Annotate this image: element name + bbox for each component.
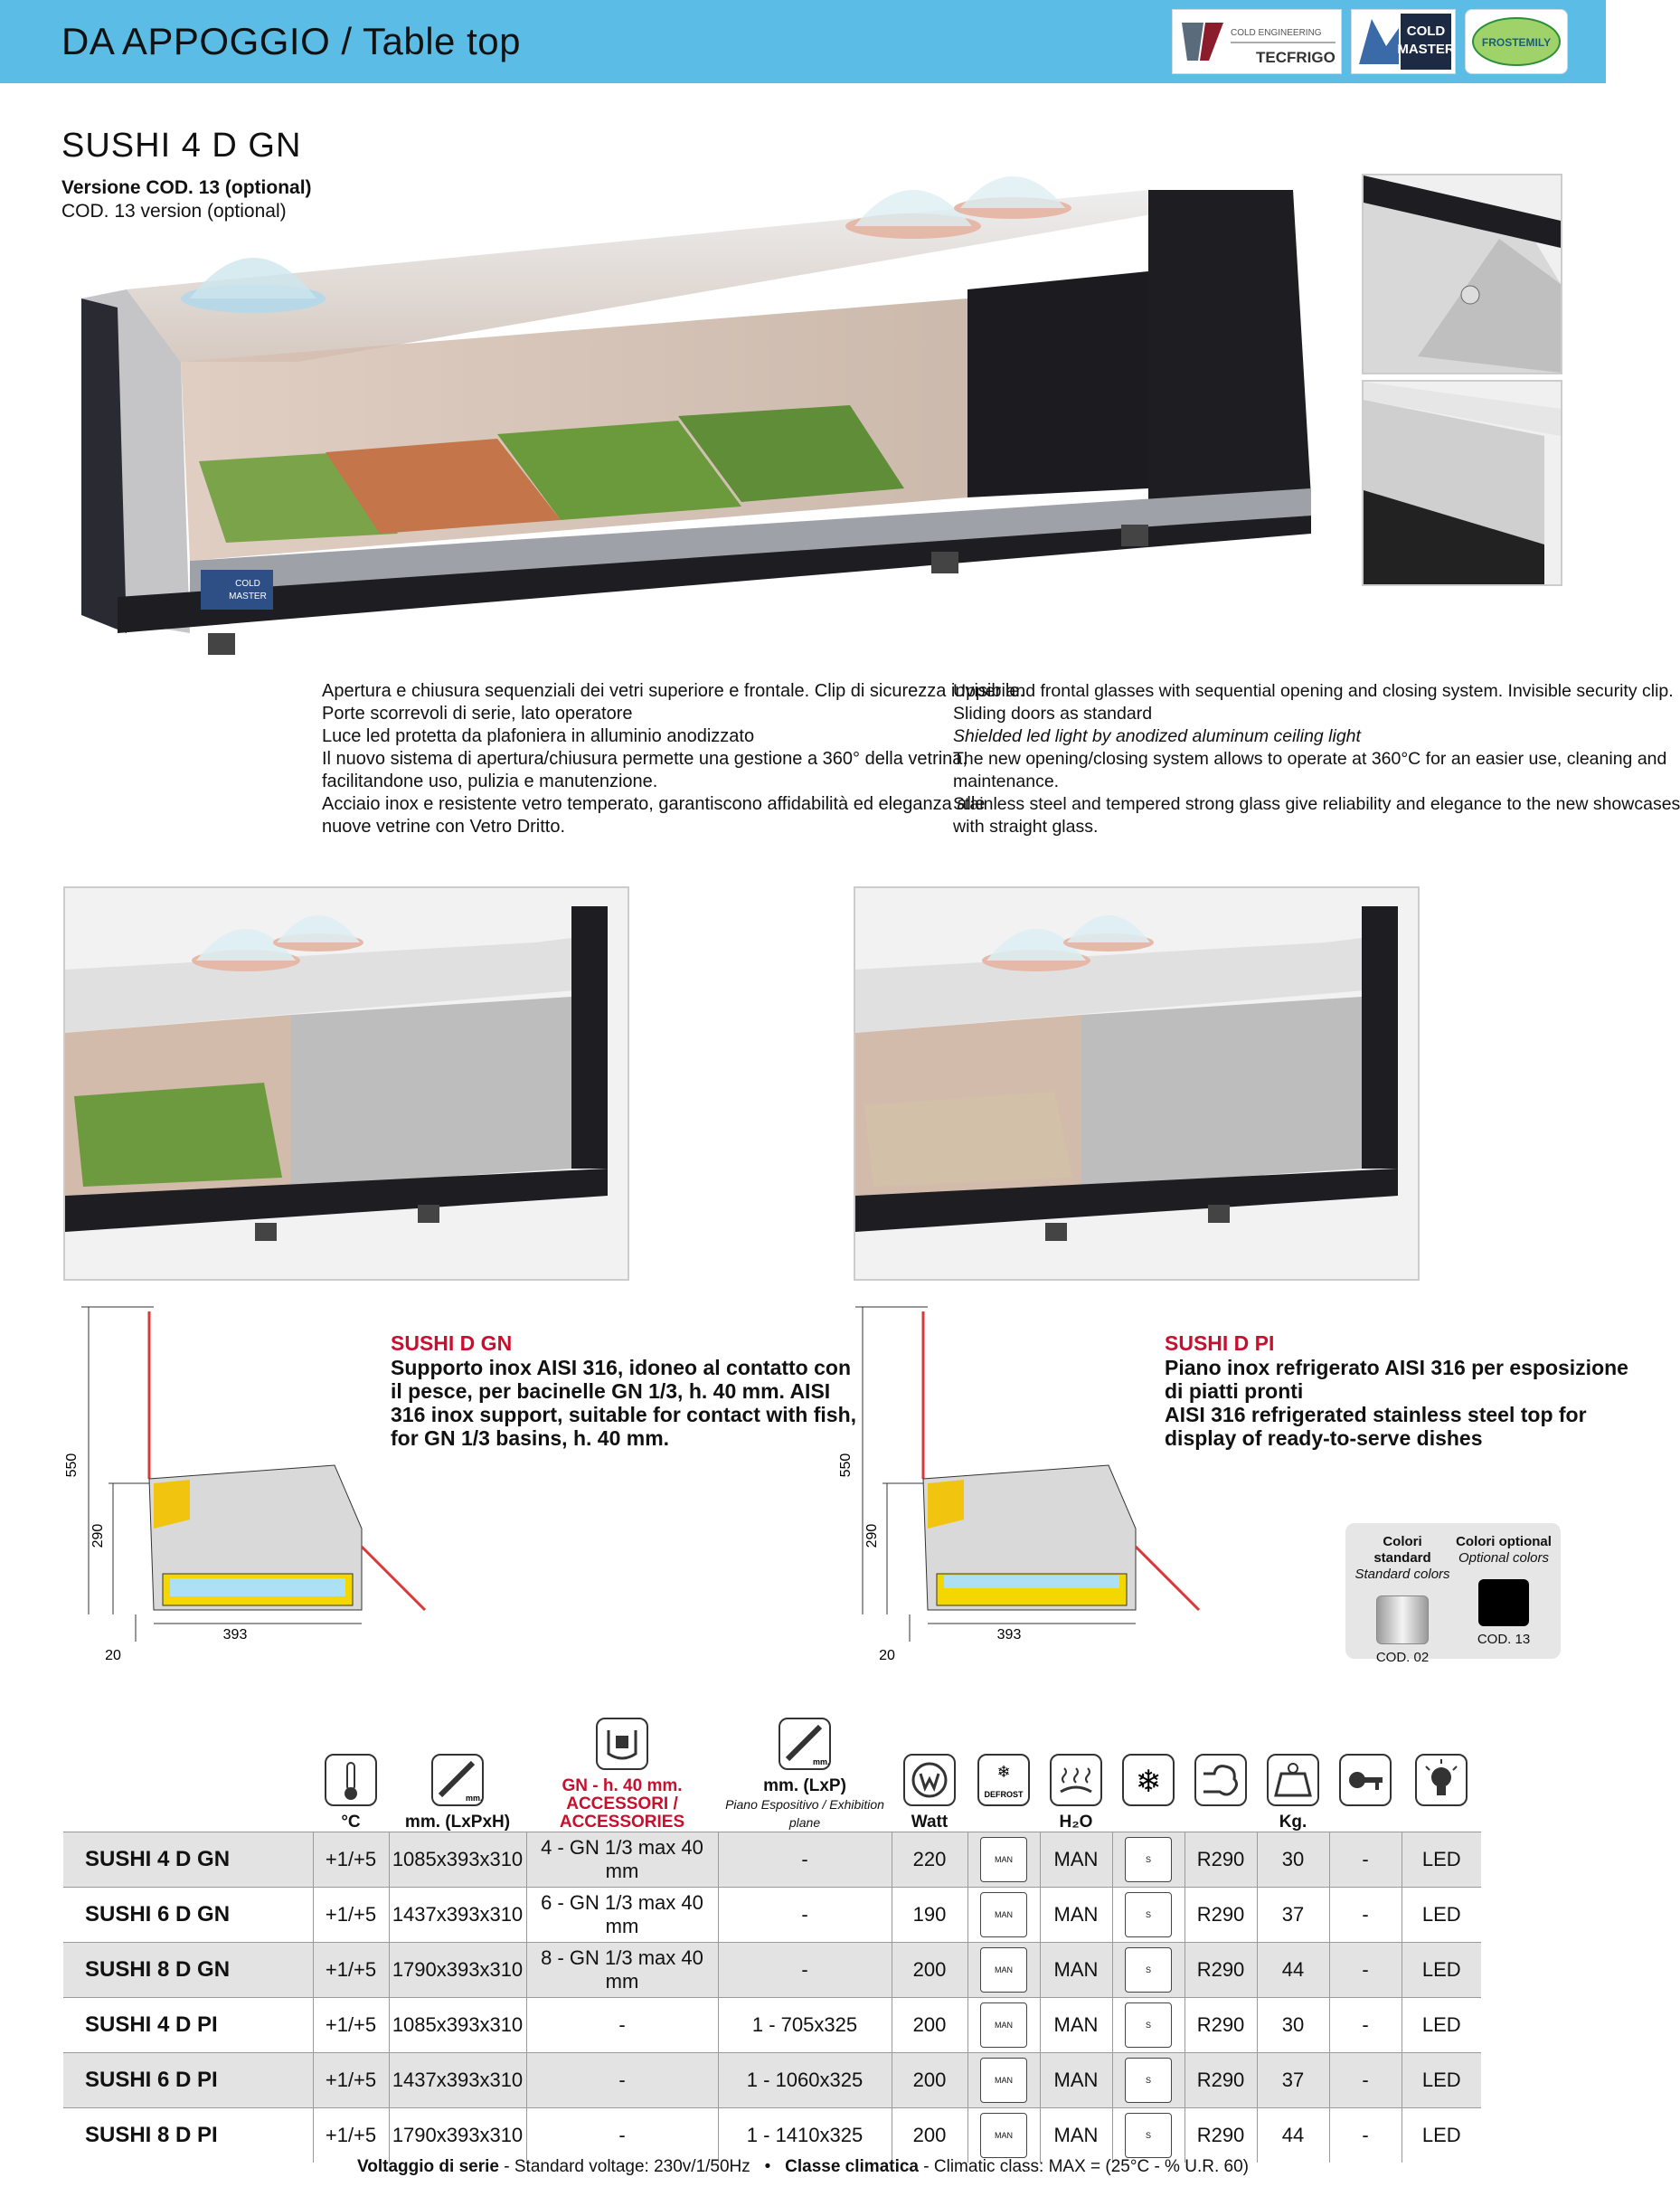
color-standard-code: COD. 02 — [1375, 1650, 1430, 1665]
cell-watt: 200 — [892, 2053, 967, 2108]
cell-watt: 200 — [892, 1998, 967, 2053]
desc-it-line: Porte scorrevoli di serie, lato operatore — [322, 704, 633, 724]
callout-pi-title: SUSHI D PI — [1165, 1331, 1275, 1355]
cell-refrigeration — [1112, 1832, 1184, 1888]
header-temp-label: °C — [341, 1813, 361, 1832]
header-dims — [389, 1709, 526, 1832]
cell-h2o: MAN — [1040, 2053, 1112, 2108]
cell-lock: - — [1329, 1998, 1402, 2053]
cell-gas: R290 — [1184, 2108, 1257, 2163]
manual-defrost-icon: MAN — [980, 2002, 1027, 2048]
cell-watt: 220 — [892, 1832, 967, 1888]
desc-en-line: Shielded led light by anodized aluminum ceiling light — [953, 726, 1361, 746]
section-diagram-gn — [63, 1302, 380, 1664]
table-row — [63, 1998, 1481, 2053]
table-row — [63, 2108, 1481, 2163]
cell-gn: - — [526, 2108, 718, 2163]
version-en: COD. 13 version (optional) — [61, 201, 287, 222]
static-refrigeration-icon: S — [1125, 2058, 1172, 2103]
table-header-row — [63, 1709, 1481, 1832]
cell-temp: +1/+5 — [313, 2108, 389, 2163]
desc-it-line: Il nuovo sistema di apertura/chiusura permette una gestione a 360° della vetrina, — [322, 749, 967, 769]
main-product-image — [63, 163, 1347, 669]
cell-dims: 1437x393x310 — [389, 2053, 526, 2108]
coldmaster-line2: MASTER — [1397, 42, 1455, 57]
svg-text:❄: ❄ — [996, 1763, 1011, 1782]
cell-plane: - — [718, 1888, 892, 1943]
dim-20-gn: 20 — [105, 1648, 121, 1663]
cell-temp: +1/+5 — [313, 1888, 389, 1943]
cell-plane: - — [718, 1832, 892, 1888]
header-lock — [1329, 1709, 1402, 1832]
manual-defrost-icon: MAN — [980, 1892, 1027, 1937]
table-row — [63, 2053, 1481, 2108]
static-refrigeration-icon: S — [1125, 2113, 1172, 2158]
page-title: DA APPOGGIO / Table top — [61, 20, 521, 62]
table-row — [63, 1832, 1481, 1888]
cell-refrigeration — [1112, 2108, 1184, 2163]
cell-gas: R290 — [1184, 1998, 1257, 2053]
cell-refrigeration — [1112, 2053, 1184, 2108]
header-gn-label2: ACCESSORI / ACCESSORIES — [559, 1794, 685, 1832]
cell-gas: R290 — [1184, 1888, 1257, 1943]
manual-defrost-icon: MAN — [980, 2058, 1027, 2103]
swatch-steel — [1376, 1595, 1429, 1644]
cell-defrost — [967, 1998, 1040, 2053]
cell-refrigeration — [1112, 1888, 1184, 1943]
cell-light: LED — [1402, 1832, 1481, 1888]
cell-gn: - — [526, 2053, 718, 2108]
defrost-label: DEFROST — [984, 1790, 1024, 1799]
desc-it-line: facilitandone uso, pulizia e manutenzione. — [322, 772, 658, 791]
callout-gn-line: il pesce, per bacinelle GN 1/3, h. 40 mm. AISI — [391, 1379, 831, 1403]
frostemily-logo — [1465, 9, 1568, 74]
cell-light: LED — [1402, 2108, 1481, 2163]
header-temp — [313, 1709, 389, 1832]
desc-en-line: maintenance. — [953, 772, 1060, 791]
cell-temp: +1/+5 — [313, 1832, 389, 1888]
snowflake-icon — [1122, 1754, 1175, 1806]
desc-it-line: Acciaio inox e resistente vetro temperato, garantiscono affidabilità ed eleganza alle — [322, 794, 986, 814]
header-gas — [1184, 1709, 1257, 1832]
cell-plane: 1 - 1060x325 — [718, 2053, 892, 2108]
dim-393-gn: 393 — [222, 1627, 248, 1643]
dim-393-pi: 393 — [996, 1627, 1022, 1643]
cell-h2o: MAN — [1040, 1832, 1112, 1888]
cell-dims: 1790x393x310 — [389, 2108, 526, 2163]
callout-pi-line: AISI 316 refrigerated stainless steel top for — [1165, 1403, 1587, 1426]
cell-refrigeration — [1112, 1998, 1184, 2053]
desc-en-line: The new opening/closing system allows to operate at 360°C for an easier use, cleaning and — [953, 749, 1667, 769]
cell-gas: R290 — [1184, 1943, 1257, 1998]
cell-model: SUSHI 4 D PI — [63, 1998, 313, 2053]
cell-h2o: MAN — [1040, 1943, 1112, 1998]
coldmaster-logo-mark — [1352, 10, 1455, 73]
cell-light: LED — [1402, 1888, 1481, 1943]
color-standard-en: Standard colors — [1354, 1567, 1450, 1582]
cell-lock: - — [1329, 2108, 1402, 2163]
desc-en-line: Sliding doors as standard — [953, 704, 1153, 724]
cell-h2o: MAN — [1040, 2108, 1112, 2163]
coldmaster-line1: COLD — [1406, 24, 1446, 39]
svg-text:❄: ❄ — [1135, 1764, 1162, 1800]
cell-light: LED — [1402, 2053, 1481, 2108]
product-title: SUSHI 4 D GN — [61, 127, 302, 165]
callout-pi-line: display of ready-to-serve dishes — [1165, 1426, 1483, 1450]
cell-plane: 1 - 1410x325 — [718, 2108, 892, 2163]
cell-light: LED — [1402, 1998, 1481, 2053]
header-model — [63, 1709, 313, 1832]
thermometer-icon — [325, 1754, 377, 1806]
description-it — [322, 680, 1024, 838]
cell-temp: +1/+5 — [313, 2053, 389, 2108]
ruler-unit: mm. — [466, 1794, 483, 1803]
cell-gas: R290 — [1184, 1832, 1257, 1888]
cell-lock: - — [1329, 1888, 1402, 1943]
cell-plane: - — [718, 1943, 892, 1998]
color-optional-en: Optional colors — [1458, 1550, 1550, 1566]
static-refrigeration-icon: S — [1125, 1837, 1172, 1882]
static-refrigeration-icon: S — [1125, 1947, 1172, 1993]
tecfrigo-line2: TECFRIGO — [1256, 49, 1336, 66]
cell-model: SUSHI 8 D PI — [63, 2108, 313, 2163]
cell-h2o: MAN — [1040, 1998, 1112, 2053]
callout-pi-line: di piatti pronti — [1165, 1379, 1304, 1403]
cell-watt: 200 — [892, 2108, 967, 2163]
cell-kg: 30 — [1257, 1998, 1329, 2053]
description-en — [953, 680, 1680, 838]
callout-gn-title: SUSHI D GN — [391, 1331, 513, 1355]
detail-photo-top — [1362, 174, 1562, 374]
cell-plane: 1 - 705x325 — [718, 1998, 892, 2053]
dim-550-gn: 550 — [64, 1453, 80, 1478]
cell-defrost — [967, 1832, 1040, 1888]
swatch-black — [1478, 1579, 1529, 1626]
manual-defrost-icon: MAN — [980, 2113, 1027, 2158]
cell-temp: +1/+5 — [313, 1998, 389, 2053]
desc-it-line: Luce led protetta da plafoniera in alluminio anodizzato — [322, 726, 755, 746]
refrigerant-gas-icon — [1194, 1754, 1247, 1806]
badge-line1: COLD — [235, 579, 260, 589]
photo-gn-version — [63, 886, 629, 1281]
cell-gn: 8 - GN 1/3 max 40 mm — [526, 1943, 718, 1998]
cell-model: SUSHI 8 D GN — [63, 1943, 313, 1998]
cell-lock: - — [1329, 1832, 1402, 1888]
footer-voltage-label: Voltaggio di serie — [357, 2157, 499, 2176]
cell-dims: 1790x393x310 — [389, 1943, 526, 1998]
cell-gn: 6 - GN 1/3 max 40 mm — [526, 1888, 718, 1943]
cell-model: SUSHI 6 D PI — [63, 2053, 313, 2108]
footer-voltage-text: - Standard voltage: 230v/1/50Hz — [498, 2157, 750, 2176]
header-water-label: H₂O — [1059, 1813, 1093, 1832]
cell-defrost — [967, 1943, 1040, 1998]
footer-bullet: • — [764, 2157, 771, 2176]
cell-gn: 4 - GN 1/3 max 40 mm — [526, 1832, 718, 1888]
manual-defrost-icon: MAN — [980, 1837, 1027, 1882]
header-gn-label1: GN - h. 40 mm. — [562, 1776, 683, 1795]
cell-light: LED — [1402, 1943, 1481, 1998]
manual-defrost-icon: MAN — [980, 1947, 1027, 1993]
cell-lock: - — [1329, 2053, 1402, 2108]
callout-gn-line: 316 inox support, suitable for contact with fish, — [391, 1403, 857, 1426]
cell-dims: 1085x393x310 — [389, 1998, 526, 2053]
footer-climatic-label: Classe climatica — [785, 2157, 919, 2176]
header-kg-label: Kg. — [1279, 1813, 1307, 1832]
coldmaster-logo — [1351, 9, 1456, 74]
callout-gn — [391, 1331, 856, 1450]
static-refrigeration-icon: S — [1125, 2002, 1172, 2048]
desc-en-line: Stainless steel and tempered strong glass give reliability and elegance to the new showcases — [953, 794, 1680, 814]
cell-dims: 1085x393x310 — [389, 1832, 526, 1888]
desc-it-line: Apertura e chiusura sequenziali dei vetri superiore e frontale. Clip di sicurezza invisibile. — [322, 681, 1025, 701]
badge-line2: MASTER — [229, 592, 267, 601]
colors-box — [1345, 1523, 1561, 1665]
cell-gn: - — [526, 1998, 718, 2053]
header-light — [1402, 1709, 1481, 1832]
cell-defrost — [967, 2053, 1040, 2108]
cell-kg: 37 — [1257, 2053, 1329, 2108]
weight-icon — [1267, 1754, 1319, 1806]
desc-en-line: with straight glass. — [953, 817, 1099, 837]
table-row — [63, 1943, 1481, 1998]
ruler-icon — [431, 1754, 484, 1806]
callout-gn-line: for GN 1/3 basins, h. 40 mm. — [391, 1426, 670, 1450]
gn-basin-icon — [596, 1718, 648, 1770]
footer-note — [0, 2157, 1606, 2177]
cell-model: SUSHI 4 D GN — [63, 1832, 313, 1888]
tecfrigo-logo-mark — [1173, 10, 1341, 73]
cell-kg: 30 — [1257, 1832, 1329, 1888]
cell-temp: +1/+5 — [313, 1943, 389, 1998]
color-optional-it: Colori optional — [1456, 1534, 1552, 1549]
water-evaporation-icon — [1050, 1754, 1102, 1806]
cell-kg: 44 — [1257, 2108, 1329, 2163]
footer-climatic-text: - Climatic class: MAX = (25°C - % U.R. 60) — [919, 2157, 1249, 2176]
section-diagram-pi — [837, 1302, 1154, 1664]
desc-it-line: nuove vetrine con Vetro Dritto. — [322, 817, 566, 837]
detail-photo-bottom — [1362, 380, 1562, 586]
ruler-icon — [779, 1718, 831, 1770]
cell-model: SUSHI 6 D GN — [63, 1888, 313, 1943]
desc-en-line: Upper and frontal glasses with sequential opening and closing system. Invisible security clip. — [953, 681, 1674, 701]
defrost-icon — [977, 1754, 1030, 1806]
tecfrigo-line1: COLD ENGINEERING — [1231, 28, 1322, 38]
cell-watt: 200 — [892, 1943, 967, 1998]
callout-pi-line: Piano inox refrigerato AISI 316 per esposizione — [1165, 1356, 1628, 1379]
header-dims-label: mm. (LxPxH) — [404, 1813, 511, 1832]
cell-dims: 1437x393x310 — [389, 1888, 526, 1943]
header-plane — [718, 1709, 892, 1832]
cell-defrost — [967, 2108, 1040, 2163]
cell-h2o: MAN — [1040, 1888, 1112, 1943]
static-refrigeration-icon: S — [1125, 1892, 1172, 1937]
frostemily-logo-mark — [1466, 10, 1567, 73]
header-watt — [892, 1709, 967, 1832]
watt-icon — [903, 1754, 956, 1806]
color-optional-code: COD. 13 — [1477, 1632, 1531, 1647]
light-bulb-icon — [1415, 1754, 1468, 1806]
header-kg — [1257, 1709, 1329, 1832]
header-water — [1040, 1709, 1112, 1832]
dim-290-gn: 290 — [90, 1523, 106, 1548]
version-it: Versione COD. 13 (optional) — [61, 177, 312, 198]
table-row — [63, 1888, 1481, 1943]
cell-refrigeration — [1112, 1943, 1184, 1998]
header-plane-label2: Piano Espositivo / Exhibition plane — [725, 1797, 884, 1830]
color-standard-it: Colori standard — [1373, 1534, 1431, 1566]
header-plane-label1: mm. (LxP) — [763, 1776, 846, 1795]
cell-gas: R290 — [1184, 2053, 1257, 2108]
ruler-unit: mm. — [813, 1757, 830, 1766]
header-watt-label: Watt — [911, 1813, 949, 1832]
key-icon — [1339, 1754, 1392, 1806]
cell-kg: 44 — [1257, 1943, 1329, 1998]
header-refrigeration — [1112, 1709, 1184, 1832]
spec-table — [63, 1709, 1481, 2163]
header-defrost — [967, 1709, 1040, 1832]
header-gn — [526, 1709, 718, 1832]
dim-20-pi: 20 — [879, 1648, 895, 1663]
cell-watt: 190 — [892, 1888, 967, 1943]
dim-290-pi: 290 — [864, 1523, 880, 1548]
callout-gn-line: Supporto inox AISI 316, idoneo al contatto con — [391, 1356, 852, 1379]
photo-pi-version — [854, 886, 1420, 1281]
cell-defrost — [967, 1888, 1040, 1943]
tecfrigo-logo — [1172, 9, 1342, 74]
frostemily-text: FROSTEMILY — [1481, 36, 1552, 49]
callout-pi — [1165, 1331, 1628, 1450]
cell-kg: 37 — [1257, 1888, 1329, 1943]
cell-lock: - — [1329, 1943, 1402, 1998]
dim-550-pi: 550 — [838, 1453, 854, 1478]
